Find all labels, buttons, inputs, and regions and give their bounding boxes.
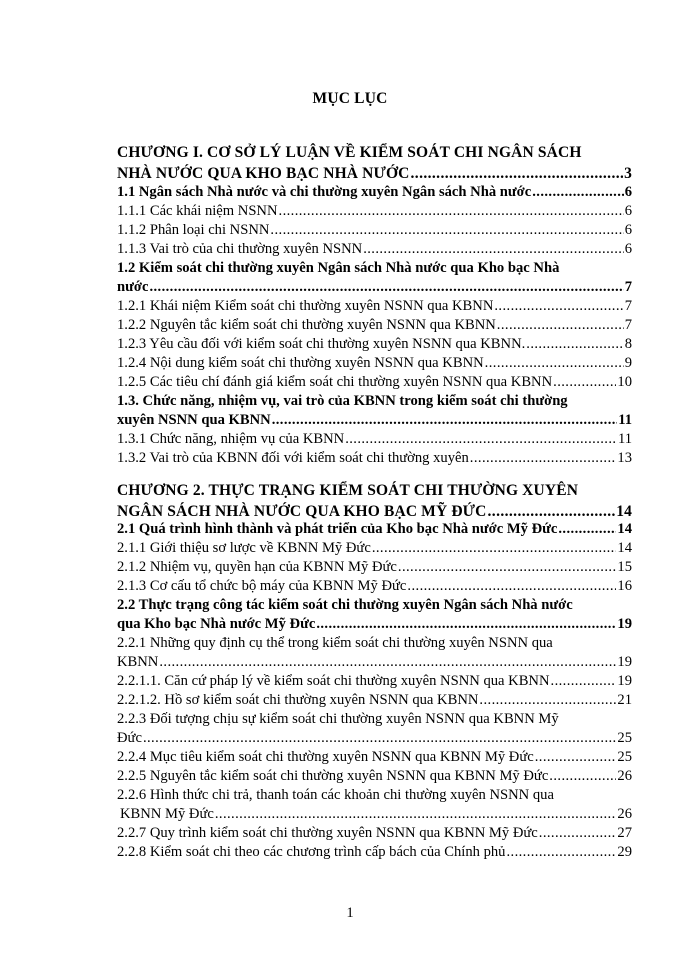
- toc-entry-text: 2.1 Quá trình hình thành và phát triển của Kho bạc Nhà nước Mỹ Đức: [117, 521, 558, 537]
- toc-leader-dots: [270, 221, 623, 240]
- toc-entry-text: 2.1.2 Nhiệm vụ, quyền hạn của KBNN Mỹ Đức: [117, 559, 397, 575]
- toc-entry-1-2-2[interactable]: [117, 316, 632, 335]
- toc-entry-text: 1.2.3 Yêu cầu đối với kiểm soát chi thường xuyên NSNN qua KBNN.: [117, 336, 526, 352]
- toc-entry-1-3[interactable]: [117, 392, 632, 430]
- toc-page-number: 14: [617, 521, 632, 537]
- toc-leader-dots: [372, 539, 617, 558]
- toc-entry-line1: 2.2.6 Hình thức chi trả, thanh toán các khoản chi thường xuyên NSNN qua: [117, 787, 554, 803]
- toc-entry-1-2[interactable]: [117, 259, 632, 297]
- toc-entry-text: 2.2.8 Kiểm soát chi theo các chương trình cấp bách của Chính phủ: [117, 844, 506, 860]
- toc-entry-text: 1.1.3 Vai trò của chi thường xuyên NSNN: [117, 241, 363, 257]
- toc-entry-text: 2.2.4 Mục tiêu kiểm soát chi thường xuyên NSNN qua KBNN Mỹ Đức: [117, 749, 534, 765]
- toc-leader-dots: [407, 577, 616, 596]
- toc-leader-dots: [316, 615, 616, 634]
- toc-page-number: 19: [617, 654, 632, 670]
- toc-entry-2-1-2[interactable]: [117, 558, 632, 577]
- toc-leader-dots: [479, 691, 616, 710]
- toc-entry-2-2-1-1[interactable]: [117, 672, 632, 691]
- toc-entry-line1: 1.2 Kiểm soát chi thường xuyên Ngân sách Nhà nước qua Kho bạc Nhà: [117, 260, 560, 276]
- toc-entry-2-2-5[interactable]: [117, 767, 632, 786]
- toc-page-number: 14: [616, 502, 632, 520]
- toc-entry-text: 2.1.3 Cơ cấu tổ chức bộ máy của KBNN Mỹ Đức: [117, 578, 407, 594]
- toc-page-number: 10: [617, 374, 632, 390]
- toc-leader-dots: [551, 672, 617, 691]
- toc-page-number: 6: [624, 203, 632, 219]
- toc-leader-dots: [494, 297, 623, 316]
- toc-entry-1-2-5[interactable]: [117, 373, 632, 392]
- toc-page-number: 13: [617, 450, 632, 466]
- toc-entry-text: 1.3.2 Vai trò của KBNN đối với kiểm soát chi thường xuyên: [117, 450, 469, 466]
- toc-entry-text: 1.2.5 Các tiêu chí đánh giá kiểm soát chi thường xuyên NSNN qua KBNN: [117, 374, 553, 390]
- toc-entry-line2: KBNN: [117, 654, 159, 670]
- toc-chapter-2-line2: NGÂN SÁCH NHÀ NƯỚC QUA KHO BẠC MỸ ĐỨC: [117, 502, 487, 520]
- toc-leader-dots: [398, 558, 617, 577]
- toc-entry-2-2-4[interactable]: [117, 748, 632, 767]
- toc-leader-dots: [411, 164, 624, 185]
- toc-entry-text: 1.1.1 Các khái niệm NSNN: [117, 203, 278, 219]
- toc-page-number: 6: [624, 222, 632, 238]
- toc-entry-2-2-8[interactable]: [117, 843, 632, 862]
- toc-leader-dots: [553, 373, 616, 392]
- toc-entry-1-1-3[interactable]: [117, 240, 632, 259]
- toc-entry-1-1[interactable]: [117, 183, 632, 202]
- toc-leader-dots: [345, 430, 617, 449]
- toc-entry-line1: 2.2.1 Những quy định cụ thể trong kiểm soát chi thường xuyên NSNN qua: [117, 635, 553, 651]
- toc-page-number: 6: [624, 184, 632, 200]
- toc-entry-2-2-6[interactable]: [117, 786, 632, 824]
- toc-page-number: 16: [617, 578, 632, 594]
- toc-leader-dots: [470, 449, 617, 468]
- toc-entry-line2: Đức: [117, 730, 142, 746]
- toc-entry-1-1-2[interactable]: [117, 221, 632, 240]
- toc-entry-2-2[interactable]: [117, 596, 632, 634]
- toc-entry-1-1-1[interactable]: [117, 202, 632, 221]
- toc-entry-text: 1.2.1 Khái niệm Kiểm soát chi thường xuyên NSNN qua KBNN: [117, 298, 494, 314]
- toc-leader-dots: [215, 805, 617, 824]
- toc-entry-2-1-1[interactable]: [117, 539, 632, 558]
- toc-page-number: 27: [617, 825, 632, 841]
- toc-entry-text: 1.1.2 Phân loại chi NSNN: [117, 222, 270, 238]
- toc-page-number: 15: [617, 559, 632, 575]
- toc-entry-line1: 2.2.3 Đối tượng chịu sự kiểm soát chi thường xuyên NSNN qua KBNN Mỹ: [117, 711, 559, 727]
- toc-leader-dots: [363, 240, 624, 259]
- toc-page-number: 7: [624, 317, 632, 333]
- toc-leader-dots: [279, 202, 624, 221]
- toc-leader-dots: [532, 183, 623, 202]
- toc-leader-dots: [159, 653, 616, 672]
- toc-leader-dots: [143, 729, 616, 748]
- toc-leader-dots: [149, 278, 623, 297]
- toc-page-number: 7: [624, 279, 632, 295]
- toc-entry-1-2-3[interactable]: [117, 335, 632, 354]
- toc-page-number: 3: [624, 164, 632, 182]
- toc-entry-2-2-1-2[interactable]: [117, 691, 632, 710]
- toc-page-number: 7: [624, 298, 632, 314]
- toc-entry-text: 1.3.1 Chức năng, nhiệm vụ của KBNN: [117, 431, 345, 447]
- toc-page-number: 26: [617, 768, 632, 784]
- toc-entry-1-2-1[interactable]: [117, 297, 632, 316]
- toc-leader-dots: [558, 520, 616, 539]
- toc-page-number: 25: [617, 730, 632, 746]
- toc-entry-2-2-7[interactable]: [117, 824, 632, 843]
- toc-entry-line1: 1.3. Chức năng, nhiệm vụ, vai trò của KBNN trong kiểm soát chi thường: [117, 393, 568, 409]
- toc-entry-line2: qua Kho bạc Nhà nước Mỹ Đức: [117, 616, 316, 632]
- toc-page-number: 25: [617, 749, 632, 765]
- toc-entry-2-1-3[interactable]: [117, 577, 632, 596]
- toc-leader-dots: [526, 335, 623, 354]
- toc-page-number: 21: [617, 692, 632, 708]
- toc-page-number: 29: [617, 844, 632, 860]
- toc-entry-text: 1.2.2 Nguyên tắc kiểm soát chi thường xuyên NSNN qua KBNN: [117, 317, 496, 333]
- page-number-footer: 1: [346, 905, 354, 921]
- toc-leader-dots: [535, 748, 617, 767]
- toc-entry-line2: xuyên NSNN qua KBNN: [117, 412, 271, 428]
- toc-leader-dots: [506, 843, 616, 862]
- toc-page-number: 9: [624, 355, 632, 371]
- toc-chapter-1-line2: NHÀ NƯỚC QUA KHO BẠC NHÀ NƯỚC: [117, 164, 410, 182]
- toc-page-number: 19: [617, 673, 632, 689]
- toc-page-number: 11: [617, 431, 632, 447]
- toc-leader-dots: [539, 824, 617, 843]
- toc-entry-1-3-2[interactable]: [117, 449, 632, 468]
- toc-entry-line2: KBNN Mỹ Đức: [120, 806, 214, 822]
- toc-entry-line1: 2.2 Thực trạng công tác kiểm soát chi thường xuyên Ngân sách Nhà nước: [117, 597, 573, 613]
- toc-leader-dots: [497, 316, 624, 335]
- toc-page-number: 26: [617, 806, 632, 822]
- toc-entry-text: 2.2.1.2. Hồ sơ kiểm soát chi thường xuyên NSNN qua KBNN: [117, 692, 479, 708]
- toc-leader-dots: [549, 767, 616, 786]
- toc-entry-text: 1.1 Ngân sách Nhà nước và chi thường xuyên Ngân sách Nhà nước: [117, 184, 532, 200]
- toc-page-number: 6: [624, 241, 632, 257]
- toc-entry-text: 1.2.4 Nội dung kiểm soát chi thường xuyên NSNN qua KBNN: [117, 355, 484, 371]
- toc-chapter-2[interactable]: [117, 481, 632, 522]
- toc-entry-text: 2.2.7 Quy trình kiểm soát chi thường xuyên NSNN qua KBNN Mỹ Đức: [117, 825, 538, 841]
- toc-leader-dots: [488, 502, 616, 523]
- toc-page-number: 11: [618, 412, 632, 428]
- toc-page-number: 14: [617, 540, 632, 556]
- toc-entry-text: 2.1.1 Giới thiệu sơ lược về KBNN Mỹ Đức: [117, 540, 371, 556]
- toc-page-number: 8: [624, 336, 632, 352]
- toc-chapter-1[interactable]: [117, 143, 632, 184]
- toc-entry-1-2-4[interactable]: [117, 354, 632, 373]
- toc-entry-2-1[interactable]: [117, 520, 632, 539]
- toc-entry-2-2-3[interactable]: [117, 710, 632, 748]
- toc-leader-dots: [485, 354, 624, 373]
- toc-chapter-2-line1: CHƯƠNG 2. THỰC TRẠNG KIỂM SOÁT CHI THƯỜNG XUYÊN: [117, 482, 579, 499]
- toc-chapter-1-line1: CHƯƠNG I. CƠ SỞ LÝ LUẬN VỀ KIỂM SOÁT CHI NGÂN SÁCH: [117, 144, 582, 161]
- toc-entry-text: 2.2.1.1. Căn cứ pháp lý về kiểm soát chi thường xuyên NSNN qua KBNN: [117, 673, 550, 689]
- toc-page-number: 19: [617, 616, 632, 632]
- toc-leader-dots: [272, 411, 618, 430]
- toc-entry-text: 2.2.5 Nguyên tắc kiểm soát chi thường xuyên NSNN qua KBNN Mỹ Đức: [117, 768, 549, 784]
- toc-entry-1-3-1[interactable]: [117, 430, 632, 449]
- toc-title: MỤC LỤC: [312, 90, 388, 107]
- toc-entry-line2: nước: [117, 279, 149, 295]
- toc-entry-2-2-1[interactable]: [117, 634, 632, 672]
